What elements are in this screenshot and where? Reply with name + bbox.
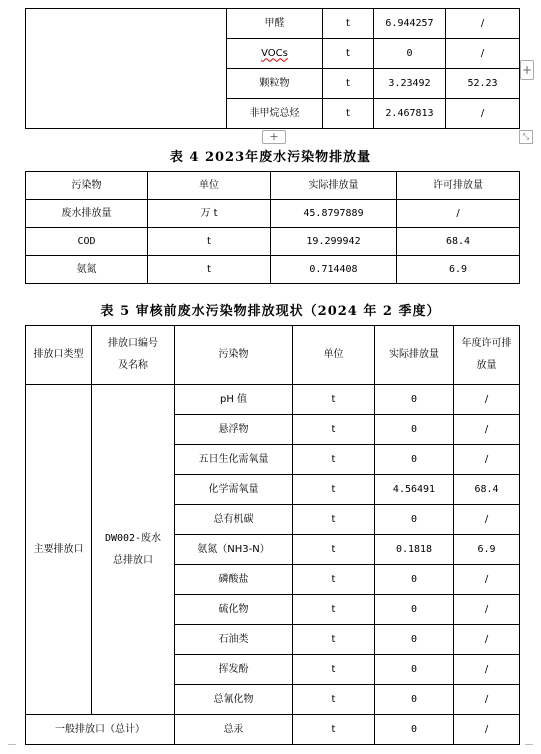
header-actual: 实际排放量 bbox=[271, 172, 397, 200]
header-actual: 实际排放量 bbox=[375, 326, 454, 385]
actual-cell: 0.714408 bbox=[271, 256, 397, 284]
add-column-button[interactable]: + bbox=[520, 60, 534, 80]
actual-cell: 0 bbox=[375, 415, 454, 445]
unit-cell: t bbox=[293, 565, 375, 595]
header-unit: 单位 bbox=[293, 326, 375, 385]
margin-mark-right bbox=[525, 744, 533, 745]
unit-cell: t bbox=[293, 415, 375, 445]
unit-cell: t bbox=[293, 625, 375, 655]
unit-cell: t bbox=[323, 9, 374, 39]
header-pollutant: 污染物 bbox=[175, 326, 293, 385]
pollutant-cell: pH 值 bbox=[175, 385, 293, 415]
header-outlet-id bbox=[92, 326, 175, 385]
permit-cell: 68.4 bbox=[397, 228, 520, 256]
permit-cell: / bbox=[454, 505, 520, 535]
pollutant-cell: 甲醛 bbox=[227, 9, 323, 39]
unit-cell: t bbox=[293, 535, 375, 565]
permit-cell: / bbox=[454, 385, 520, 415]
actual-cell: 0 bbox=[375, 685, 454, 715]
permit-cell: / bbox=[454, 595, 520, 625]
header-unit: 单位 bbox=[148, 172, 271, 200]
table-row bbox=[26, 256, 520, 284]
spellcheck-underline: VOCs bbox=[261, 47, 288, 59]
unit-cell: t bbox=[323, 39, 374, 69]
table-row bbox=[26, 385, 520, 415]
pollutant-cell: 总有机碳 bbox=[175, 505, 293, 535]
permit-cell: 52.23 bbox=[446, 69, 520, 99]
table-row bbox=[26, 200, 520, 228]
pollutant-cell: 总汞 bbox=[175, 715, 293, 745]
pollutant-cell: 硫化物 bbox=[175, 595, 293, 625]
pollutant-cell: 颗粒物 bbox=[227, 69, 323, 99]
permit-cell: / bbox=[454, 625, 520, 655]
actual-cell: 6.944257 bbox=[374, 9, 446, 39]
permit-cell: 6.9 bbox=[454, 535, 520, 565]
header-pollutant: 污染物 bbox=[26, 172, 148, 200]
table-row bbox=[26, 228, 520, 256]
actual-cell: 3.23492 bbox=[374, 69, 446, 99]
actual-cell: 0 bbox=[375, 565, 454, 595]
actual-cell: 19.299942 bbox=[271, 228, 397, 256]
merged-empty-cell bbox=[26, 9, 227, 129]
permit-cell: / bbox=[446, 9, 520, 39]
pollutant-cell: 非甲烷总烃 bbox=[227, 99, 323, 129]
permit-cell: / bbox=[454, 715, 520, 745]
permit-cell: / bbox=[397, 200, 520, 228]
header-permit-line1: 年度许可排 bbox=[461, 338, 512, 349]
wastewater-2023-table bbox=[25, 171, 520, 284]
outlet-name-line1: DW002-废水 bbox=[104, 532, 162, 544]
table-resize-handle[interactable]: ⤡ bbox=[519, 130, 533, 144]
actual-cell: 0 bbox=[375, 715, 454, 745]
table-header-row bbox=[26, 172, 520, 200]
unit-cell: 万 t bbox=[148, 200, 271, 228]
add-row-button[interactable]: + bbox=[262, 130, 286, 144]
margin-mark-left bbox=[8, 744, 16, 745]
unit-cell: t bbox=[293, 385, 375, 415]
actual-cell: 0 bbox=[375, 505, 454, 535]
unit-cell: t bbox=[148, 228, 271, 256]
unit-cell: t bbox=[293, 595, 375, 625]
actual-cell: 0 bbox=[374, 39, 446, 69]
permit-cell: / bbox=[454, 685, 520, 715]
unit-cell: t bbox=[148, 256, 271, 284]
actual-cell: 0 bbox=[375, 655, 454, 685]
actual-cell: 45.8797889 bbox=[271, 200, 397, 228]
pollutant-cell: COD bbox=[26, 228, 148, 256]
pollutant-cell: 氨氮 bbox=[26, 256, 148, 284]
header-outlet-id-line1: 排放口编号 bbox=[108, 338, 158, 349]
header-permit-line2: 放量 bbox=[476, 360, 497, 371]
permit-cell: 68.4 bbox=[454, 475, 520, 505]
pollutant-cell: 五日生化需氧量 bbox=[175, 445, 293, 475]
pollutant-cell: 化学需氧量 bbox=[175, 475, 293, 505]
permit-cell: / bbox=[446, 99, 520, 129]
outlet-name-cell bbox=[92, 385, 175, 715]
actual-cell: 0.1818 bbox=[375, 535, 454, 565]
air-pollutant-table bbox=[25, 8, 520, 129]
permit-cell: 6.9 bbox=[397, 256, 520, 284]
actual-cell: 2.467813 bbox=[374, 99, 446, 129]
actual-cell: 0 bbox=[375, 625, 454, 655]
header-outlet-id-line2: 及名称 bbox=[118, 360, 148, 371]
wastewater-2024q2-table bbox=[25, 325, 520, 745]
pollutant-cell bbox=[227, 39, 323, 69]
pollutant-cell: 总氰化物 bbox=[175, 685, 293, 715]
unit-cell: t bbox=[293, 655, 375, 685]
actual-cell: 4.56491 bbox=[375, 475, 454, 505]
table5-caption: 表 5 审核前废水污染物排放现状（2024 年 2 季度） bbox=[100, 304, 441, 319]
table-row bbox=[26, 9, 520, 39]
permit-cell: / bbox=[454, 565, 520, 595]
actual-cell: 0 bbox=[375, 595, 454, 625]
pollutant-cell: 氨氮（NH3-N） bbox=[175, 535, 293, 565]
pollutant-cell: 悬浮物 bbox=[175, 415, 293, 445]
pollutant-cell: 挥发酚 bbox=[175, 655, 293, 685]
actual-cell: 0 bbox=[375, 385, 454, 415]
header-permit bbox=[454, 326, 520, 385]
header-permit: 许可排放量 bbox=[397, 172, 520, 200]
pollutant-cell: 废水排放量 bbox=[26, 200, 148, 228]
unit-cell: t bbox=[323, 99, 374, 129]
unit-cell: t bbox=[293, 715, 375, 745]
unit-cell: t bbox=[293, 445, 375, 475]
permit-cell: / bbox=[446, 39, 520, 69]
table4-caption: 表 4 2023年废水污染物排放量 bbox=[169, 150, 372, 165]
table-header-row bbox=[26, 326, 520, 385]
pollutant-cell: 石油类 bbox=[175, 625, 293, 655]
unit-cell: t bbox=[293, 685, 375, 715]
pollutant-cell: 磷酸盐 bbox=[175, 565, 293, 595]
permit-cell: / bbox=[454, 445, 520, 475]
table-row bbox=[26, 715, 520, 745]
outlet-name-line2: 总排放口 bbox=[113, 554, 153, 566]
permit-cell: / bbox=[454, 415, 520, 445]
unit-cell: t bbox=[293, 505, 375, 535]
header-outlet-type: 排放口类型 bbox=[26, 326, 92, 385]
unit-cell: t bbox=[293, 475, 375, 505]
outlet-type-general: 一般排放口（总计） bbox=[26, 715, 175, 745]
permit-cell: / bbox=[454, 655, 520, 685]
actual-cell: 0 bbox=[375, 445, 454, 475]
outlet-type-main: 主要排放口 bbox=[26, 385, 92, 715]
unit-cell: t bbox=[323, 69, 374, 99]
